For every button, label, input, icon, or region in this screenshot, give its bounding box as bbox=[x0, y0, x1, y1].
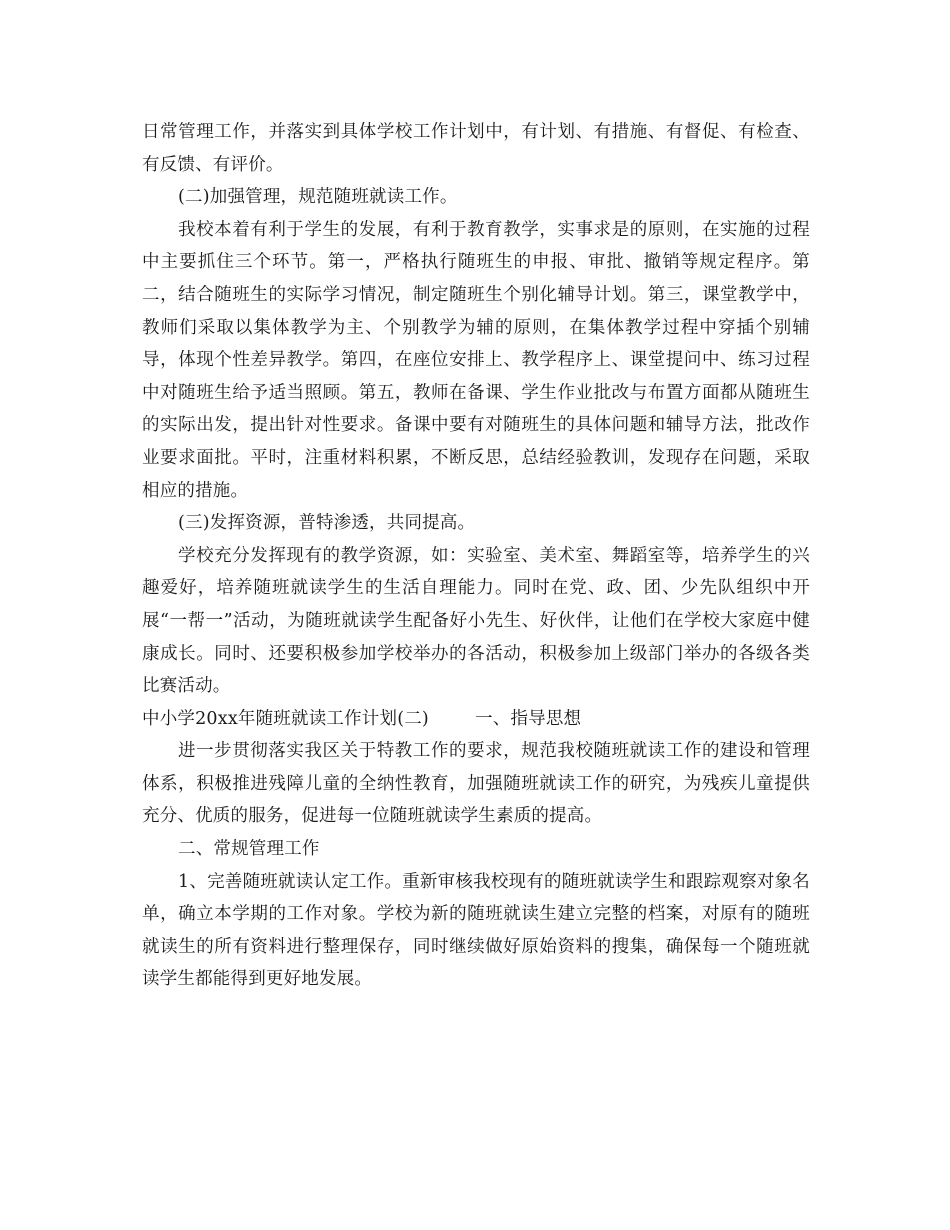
plan-title-heading: 中小学20xx年随班就读工作计划(二) 一、指导思想 bbox=[142, 708, 582, 729]
paragraph-1: 日常管理工作，并落实到具体学校工作计划中，有计划、有措施、有督促、有检查、有反馈、有评价。 bbox=[142, 122, 810, 175]
document-page bbox=[142, 116, 810, 996]
paragraph-3: 我校本着有利于学生的发展，有利于教育教学，实事求是的原则，在实施的过程中主要抓住三个环节。第一，严格执行随班生的申报、审批、撤销等规定程序。第二，结合随班生的实际学习情况，制定随班生个别化辅导计划。第三，课堂教学中，教师们采取以集体教学为主、个别教学为辅的原则，在集体教学过程中穿插个别辅导，体现个性差异教学。第四，在座位安排上、教学程序上、课堂提问中、练习过程中对随班生给予适当照顾。第五，教师在备课、学生作业批改与布置方面都从随班生的实际出发，提出针对性要求。备课中要有对随班生的具体问题和辅导方法，批改作业要求面批。平时，注重材料积累，不断反思，总结经验教训，发现存在问题，采取相应的措施。 bbox=[142, 219, 810, 501]
paragraph-9: 1、完善随班就读认定工作。重新审核我校现有的随班就读学生和跟踪观察对象名单，确立本学期的工作对象。学校为新的随班就读生建立完整的档案，对原有的随班就读生的所有资料进行整理保存，同时继续做好原始资料的搜集，确保每一个随班就读学生都能得到更好地发展。 bbox=[142, 871, 810, 990]
section-heading-2: (二)加强管理，规范随班就读工作。 bbox=[178, 187, 458, 208]
section-heading-routine: 二、常规管理工作 bbox=[178, 839, 320, 860]
paragraph-5: 学校充分发挥现有的教学资源，如：实验室、美术室、舞蹈室等，培养学生的兴趣爱好，培养随班就读学生的生活自理能力。同时在党、政、团、少先队组织中开展“一帮一”活动，为随班就读学生配备好小先生、好伙伴，让他们在学校大家庭中健康成长。同时、还要积极参加学校举办的各活动，积极参加上级部门举办的各级各类比赛活动。 bbox=[142, 545, 810, 697]
paragraph-7: 进一步贯彻落实我区关于特教工作的要求，规范我校随班就读工作的建设和管理体系，积极推进残障儿童的全纳性教育，加强随班就读工作的研究，为残疾儿童提供充分、优质的服务，促进每一位随班就读学生素质的提高。 bbox=[142, 741, 810, 827]
section-heading-3: (三)发挥资源，普特渗透，共同提高。 bbox=[178, 513, 476, 534]
